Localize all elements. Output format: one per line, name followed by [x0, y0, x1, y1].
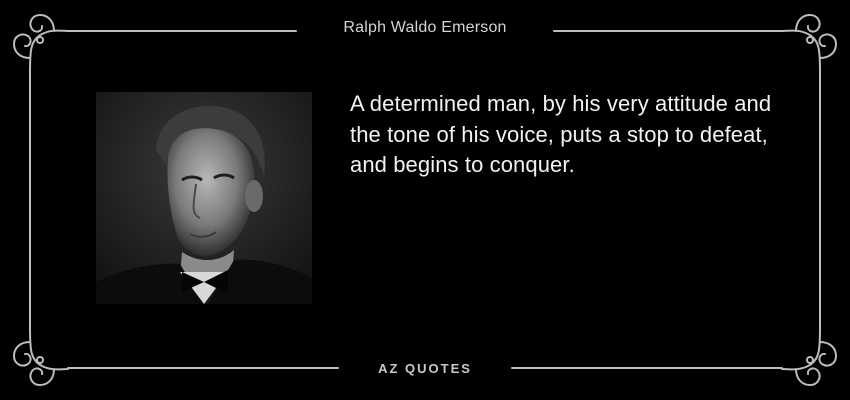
author-portrait	[96, 92, 312, 304]
author-name: Ralph Waldo Emerson	[343, 19, 507, 36]
corner-flourish-icon	[14, 15, 68, 72]
brand-logo: AZ QUOTES	[378, 361, 472, 376]
corner-flourish-icon	[14, 328, 68, 385]
corner-flourish-icon	[782, 328, 836, 385]
quote-text: A determined man, by his very attitude and the tone of his voice, puts a stop to defeat, and begins to conquer.	[350, 91, 772, 177]
corner-flourish-icon	[782, 15, 836, 72]
